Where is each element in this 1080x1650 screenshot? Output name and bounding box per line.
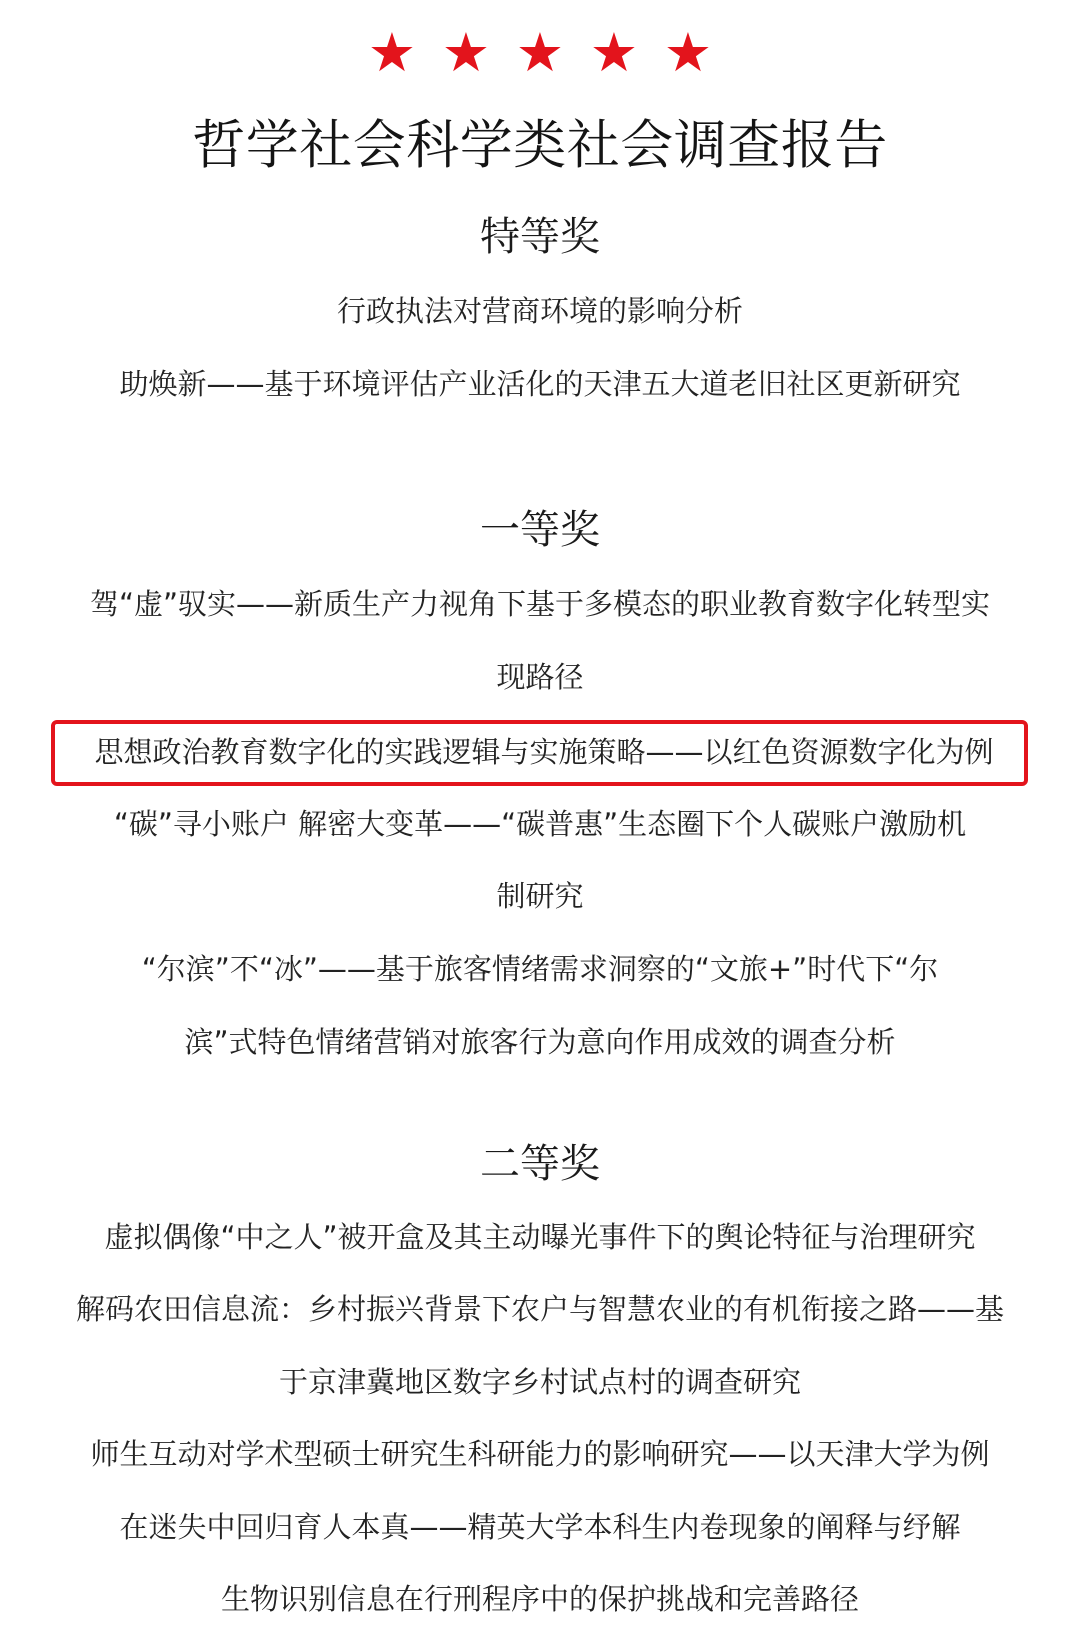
list-item-continuation: 现路径 bbox=[496, 660, 584, 694]
star-icon bbox=[429, 22, 503, 84]
star-icon bbox=[355, 22, 429, 84]
list-item: 助焕新——基于环境评估产业活化的天津五大道老旧社区更新研究 bbox=[119, 367, 961, 401]
list-item: “尔滨”不“冰”——基于旅客情绪需求洞察的“文旅+”时代下“尔 bbox=[141, 952, 939, 986]
list-item: 行政执法对营商环境的影响分析 bbox=[336, 294, 743, 328]
list-item: 在迷失中回归育人本真——精英大学本科生内卷现象的阐释与纾解 bbox=[119, 1510, 961, 1544]
section-heading: 特等奖 bbox=[480, 214, 600, 260]
section-heading: 一等奖 bbox=[480, 507, 600, 553]
star-icon bbox=[577, 22, 651, 84]
list-item: 虚拟偶像“中之人”被开盒及其主动曝光事件下的舆论特征与治理研究 bbox=[104, 1220, 976, 1254]
list-item: 解码农田信息流：乡村振兴背景下农户与智慧农业的有机衔接之路——基 bbox=[75, 1292, 1004, 1326]
list-item: 师生互动对学术型硕士研究生科研能力的影响研究——以天津大学为例 bbox=[90, 1437, 990, 1471]
highlighted-list-item: 思想政治教育数字化的实践逻辑与实施策略——以红色资源数字化为例 bbox=[94, 735, 994, 769]
section-heading: 二等奖 bbox=[480, 1141, 600, 1187]
star-icon bbox=[503, 22, 577, 84]
list-item-continuation: 于京津冀地区数字乡村试点村的调查研究 bbox=[278, 1365, 801, 1399]
list-item-continuation: 滨”式特色情绪营销对旅客行为意向作用成效的调查分析 bbox=[184, 1025, 896, 1059]
star-icon bbox=[651, 22, 725, 84]
list-item-continuation: 制研究 bbox=[496, 879, 584, 913]
list-item: “碳”寻小账户 解密大变革——“碳普惠”生态圈下个人碳账户激励机 bbox=[113, 807, 967, 841]
page-title: 哲学社会科学类社会调查报告 bbox=[192, 115, 888, 176]
stars-row bbox=[0, 22, 1080, 84]
list-item: 驾“虚”驭实——新质生产力视角下基于多模态的职业教育数字化转型实 bbox=[89, 587, 991, 621]
list-item: 生物识别信息在行刑程序中的保护挑战和完善路径 bbox=[220, 1582, 859, 1616]
highlight-box bbox=[51, 720, 1028, 786]
